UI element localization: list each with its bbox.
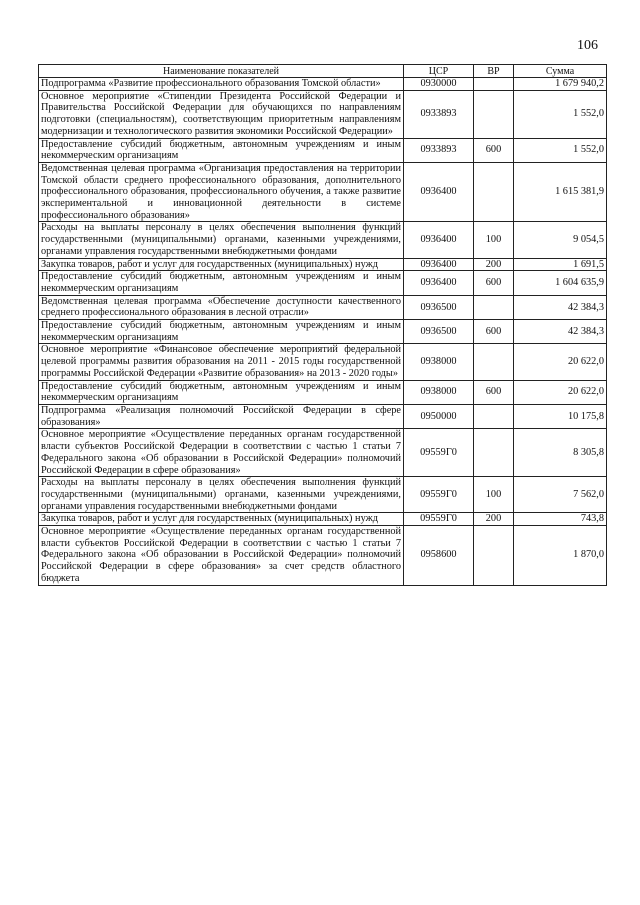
row-name: Предоставление субсидий бюджетным, автономным учреждениям и иным некоммерческим организациям	[39, 380, 404, 404]
header-sum: Сумма	[514, 65, 607, 78]
table-row	[39, 344, 607, 380]
header-vr: ВР	[474, 65, 514, 78]
row-csr: 0936500	[404, 295, 474, 319]
row-vr	[474, 429, 514, 477]
row-csr: 0950000	[404, 404, 474, 428]
row-sum: 42 384,3	[514, 320, 607, 344]
row-vr	[474, 404, 514, 428]
row-sum: 743,8	[514, 513, 607, 526]
row-sum: 1 691,5	[514, 258, 607, 271]
table-row	[39, 138, 607, 162]
budget-table	[38, 64, 607, 586]
table-row	[39, 222, 607, 258]
row-vr	[474, 526, 514, 586]
row-name: Основное мероприятие «Осуществление переданных органам государственной власти субъектов Российской Федерации в соответствии с частью 1 статьи 7 Федерального закона «Об образовании в Российской Федерации» полномочий Российской Федерации в сфере образования» за счет средств областного бюджета	[39, 526, 404, 586]
row-name: Предоставление субсидий бюджетным, автономным учреждениям и иным некоммерческим организациям	[39, 271, 404, 295]
row-csr: 0938000	[404, 380, 474, 404]
table-row	[39, 513, 607, 526]
row-csr: 09559Г0	[404, 429, 474, 477]
row-vr	[474, 90, 514, 138]
row-vr: 600	[474, 380, 514, 404]
row-vr: 600	[474, 138, 514, 162]
row-csr: 0936400	[404, 222, 474, 258]
table-row	[39, 258, 607, 271]
row-name: Закупка товаров, работ и услуг для государственных (муниципальных) нужд	[39, 258, 404, 271]
row-name: Подпрограмма «Развитие профессионального образования Томской области»	[39, 78, 404, 91]
row-sum: 10 175,8	[514, 404, 607, 428]
row-vr: 600	[474, 271, 514, 295]
row-sum: 42 384,3	[514, 295, 607, 319]
row-name: Ведомственная целевая программа «Организация предоставления на территории Томской области среднего профессионального образования, дополнительного профессионального образования, профессионального обучения, а также развитие экспериментальной и инновационной деятельности в системе профессионального образования»	[39, 162, 404, 222]
row-vr: 100	[474, 477, 514, 513]
row-sum: 7 562,0	[514, 477, 607, 513]
table-row	[39, 320, 607, 344]
row-csr: 0936400	[404, 258, 474, 271]
table-row	[39, 477, 607, 513]
header-csr: ЦСР	[404, 65, 474, 78]
row-name: Предоставление субсидий бюджетным, автономным учреждениям и иным некоммерческим организациям	[39, 320, 404, 344]
table-row	[39, 162, 607, 222]
row-name: Основное мероприятие «Финансовое обеспечение мероприятий федеральной целевой программы развития образования на 2011 - 2015 годы государственной программы Российской Федерации «Развитие образования» на 2013 - 2020 годы»	[39, 344, 404, 380]
row-sum: 20 622,0	[514, 344, 607, 380]
row-name: Ведомственная целевая программа «Обеспечение доступности качественного среднего профессионального образования в лесной отрасли»	[39, 295, 404, 319]
table-row	[39, 271, 607, 295]
row-sum: 1 604 635,9	[514, 271, 607, 295]
table-row	[39, 526, 607, 586]
table-header-row	[39, 65, 607, 78]
table-row	[39, 295, 607, 319]
row-sum: 1 870,0	[514, 526, 607, 586]
row-csr: 0936400	[404, 162, 474, 222]
row-csr: 0933893	[404, 138, 474, 162]
row-sum: 9 054,5	[514, 222, 607, 258]
row-vr: 200	[474, 258, 514, 271]
row-csr: 0933893	[404, 90, 474, 138]
row-vr: 100	[474, 222, 514, 258]
header-name: Наименование показателей	[39, 65, 404, 78]
row-sum: 8 305,8	[514, 429, 607, 477]
table-row	[39, 429, 607, 477]
row-name: Основное мероприятие «Стипендии Президента Российской Федерации и Правительства Российской Федерации для обучающихся по направлениям подготовки (специальностям), соответствующим приоритетным направлениям модернизации и технологического развития экономики Российской Федерации»	[39, 90, 404, 138]
row-name: Основное мероприятие «Осуществление переданных органам государственной власти субъектов Российской Федерации в соответствии с частью 1 статьи 7 Федерального закона «Об образовании в Российской Федерации» полномочий Российской Федерации в сфере образования»	[39, 429, 404, 477]
row-vr	[474, 344, 514, 380]
row-name: Расходы на выплаты персоналу в целях обеспечения выполнения функций государственными (муниципальными) органами, казенными учреждениями, органами управления государственными внебюджетными фондами	[39, 222, 404, 258]
table-row	[39, 90, 607, 138]
row-sum: 1 552,0	[514, 138, 607, 162]
row-sum: 1 679 940,2	[514, 78, 607, 91]
row-vr: 600	[474, 320, 514, 344]
row-name: Закупка товаров, работ и услуг для государственных (муниципальных) нужд	[39, 513, 404, 526]
row-csr: 09559Г0	[404, 477, 474, 513]
row-csr: 0958600	[404, 526, 474, 586]
row-vr	[474, 295, 514, 319]
row-vr	[474, 162, 514, 222]
row-name: Предоставление субсидий бюджетным, автономным учреждениям и иным некоммерческим организациям	[39, 138, 404, 162]
row-csr: 09559Г0	[404, 513, 474, 526]
row-csr: 0938000	[404, 344, 474, 380]
row-sum: 1 552,0	[514, 90, 607, 138]
row-vr: 200	[474, 513, 514, 526]
row-sum: 1 615 381,9	[514, 162, 607, 222]
row-vr	[474, 78, 514, 91]
row-name: Подпрограмма «Реализация полномочий Российской Федерации в сфере образования»	[39, 404, 404, 428]
table-row	[39, 380, 607, 404]
row-sum: 20 622,0	[514, 380, 607, 404]
table-row	[39, 78, 607, 91]
row-csr: 0936400	[404, 271, 474, 295]
row-csr: 0936500	[404, 320, 474, 344]
page-number: 106	[577, 38, 598, 53]
table-row	[39, 404, 607, 428]
row-csr: 0930000	[404, 78, 474, 91]
row-name: Расходы на выплаты персоналу в целях обеспечения выполнения функций государственными (муниципальными) органами, казенными учреждениями, органами управления государственными внебюджетными фондами	[39, 477, 404, 513]
